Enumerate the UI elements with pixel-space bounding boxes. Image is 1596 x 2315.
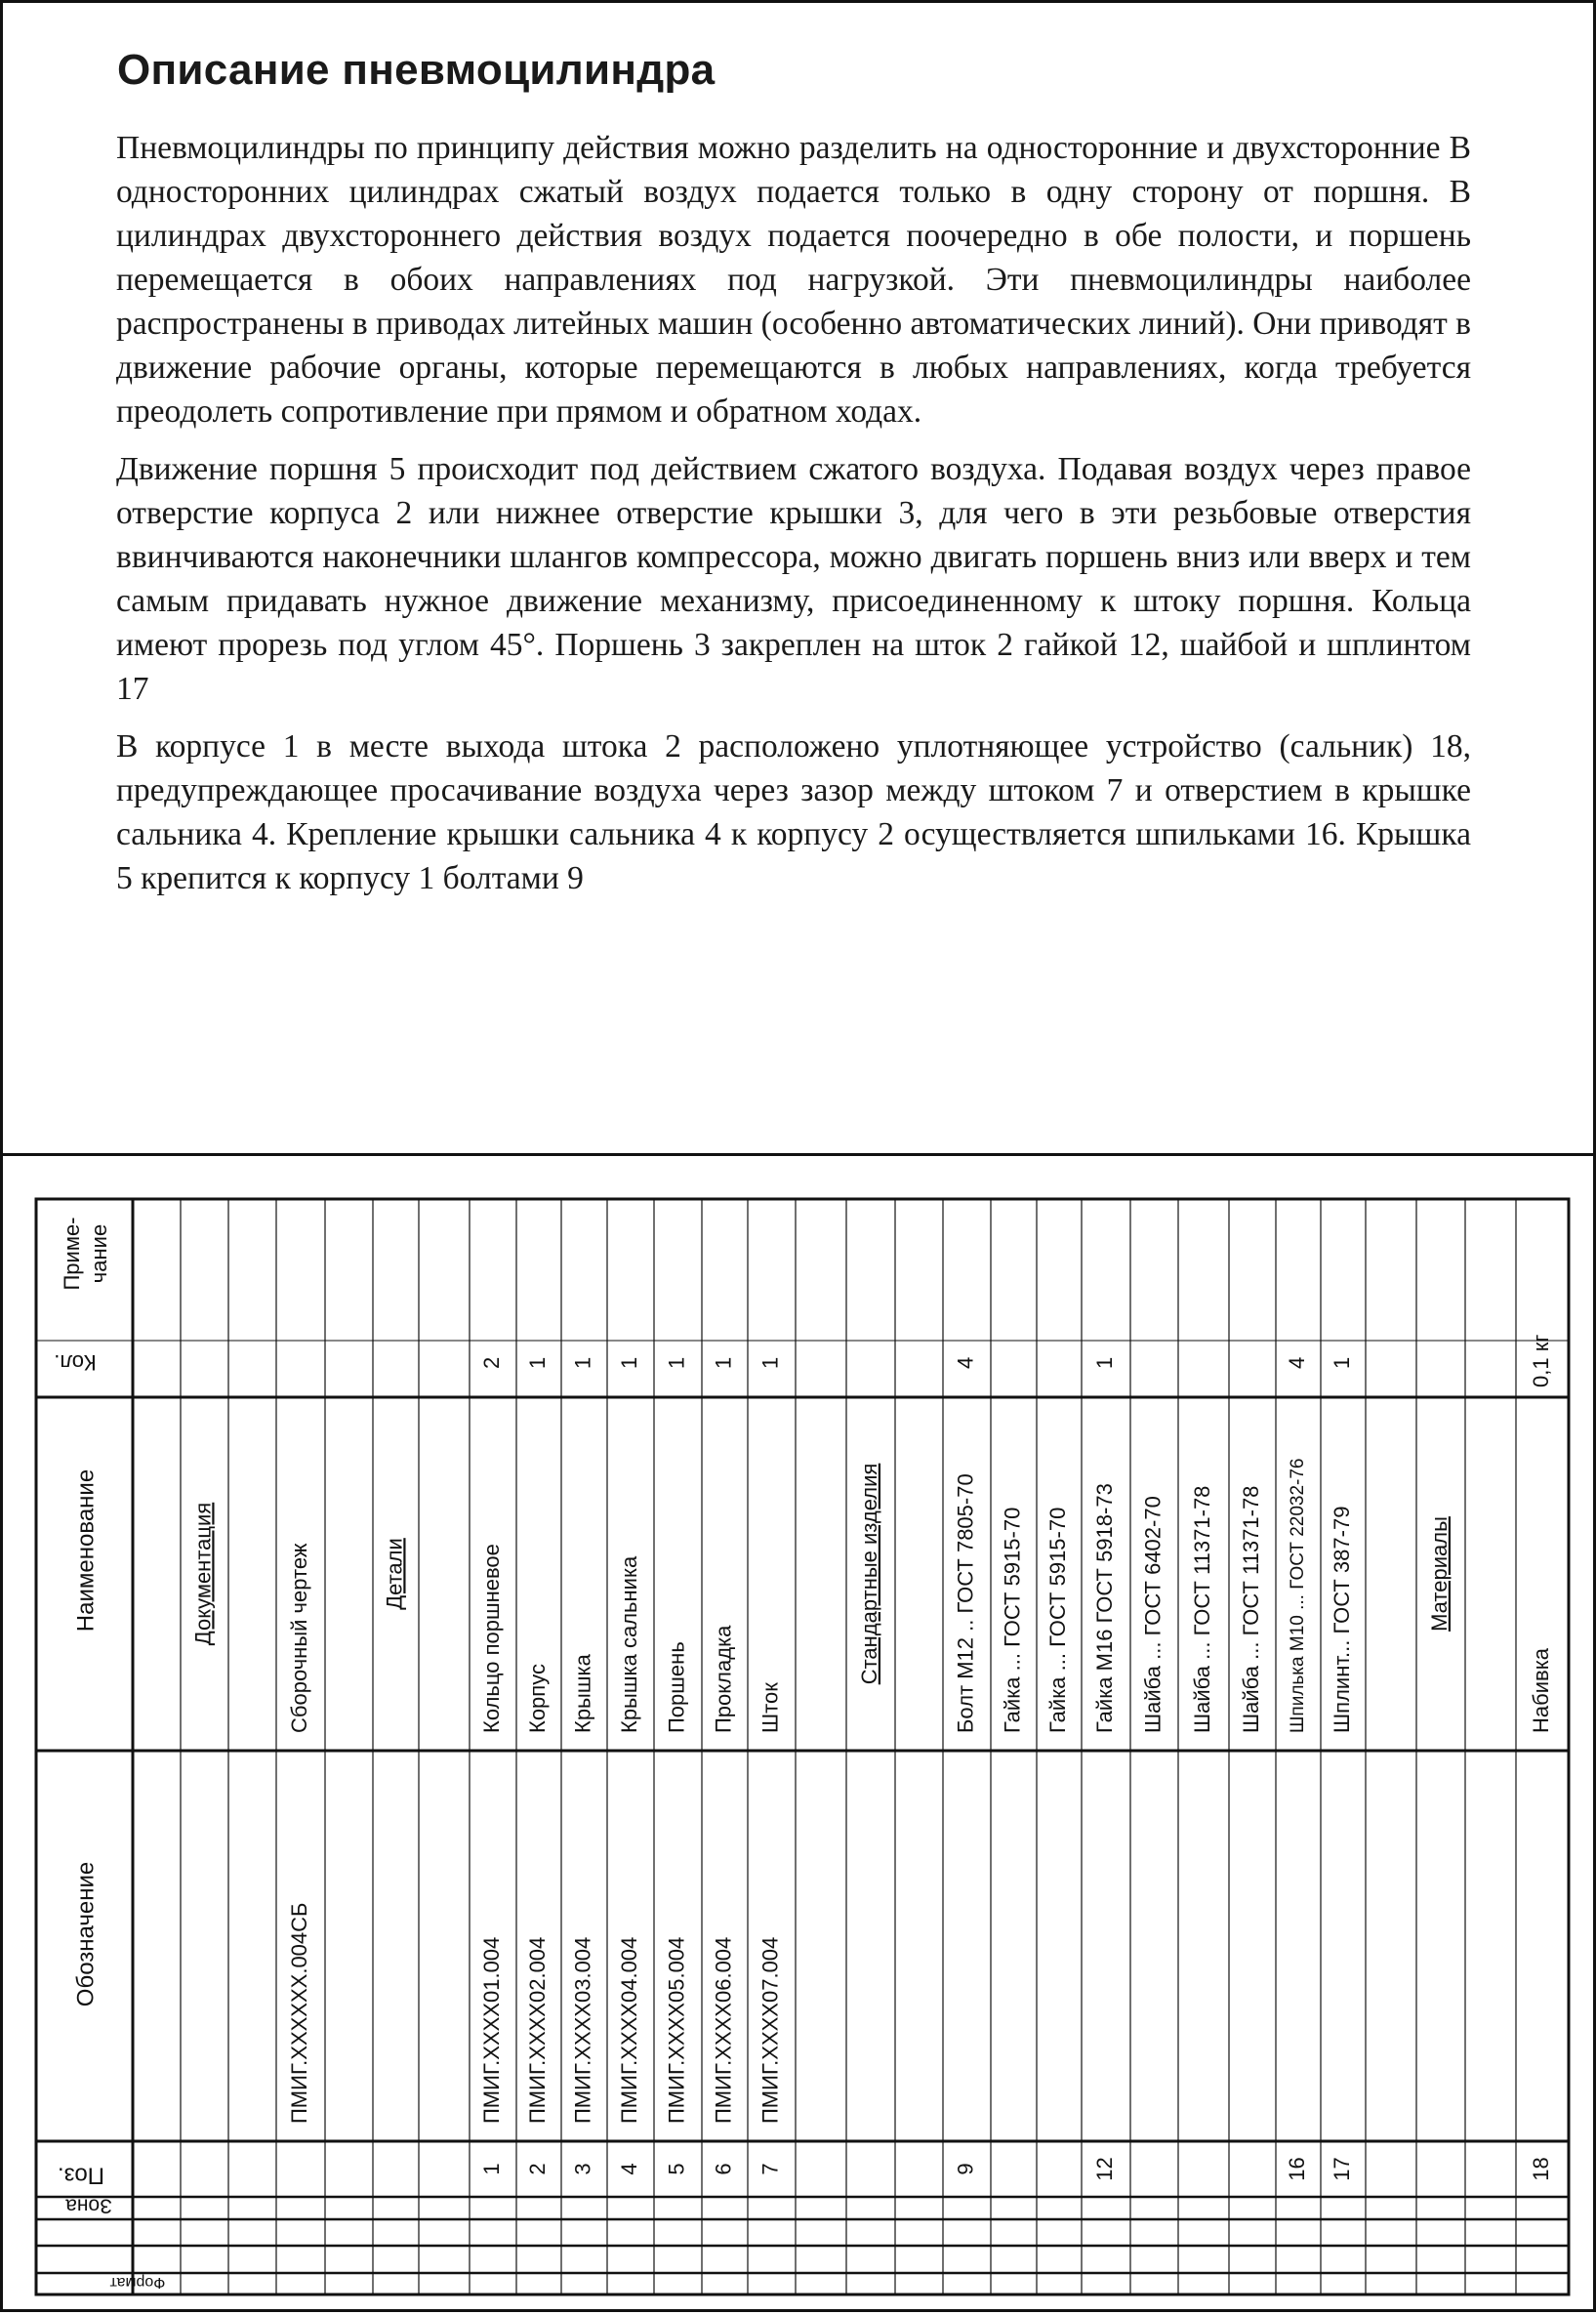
cell-name: Шпилька М10 ... ГОСТ 22032-76: [1288, 1458, 1309, 1733]
cell-pos: 2: [524, 2163, 550, 2175]
cell-name: Крышка: [570, 1654, 595, 1733]
cell-name: Корпус: [524, 1664, 550, 1733]
table-row: [1427, 1516, 1452, 1632]
cell-name: Сборочный чертеж: [286, 1543, 311, 1733]
cell-name: Шплинт... ГОСТ 387-79: [1329, 1506, 1354, 1733]
cell-designation: ПМИГ.ХХХХ01.004: [478, 1936, 504, 2124]
table-row: [479, 1357, 504, 2175]
cell-name: Поршень: [664, 1641, 689, 1733]
cell-name: Шайба ... ГОСТ 11371-78: [1238, 1485, 1263, 1733]
cell-name: Крышка сальника: [616, 1555, 641, 1733]
section-heading: Материалы: [1426, 1516, 1452, 1632]
cell-designation: ПМИГ.ХХХХХХ.004СБ: [286, 1902, 311, 2124]
table-row: [1045, 1508, 1070, 1733]
cell-qty: 0,1 кг: [1528, 1334, 1553, 1387]
spec-headers: [54, 1217, 165, 2290]
cell-qty: 2: [478, 1356, 504, 1369]
section-heading: Стандартные изделия: [856, 1463, 881, 1685]
cell-qty: 1: [1329, 1356, 1354, 1369]
cell-qty: 1: [570, 1356, 595, 1369]
section-heading: Детали: [382, 1538, 407, 1610]
header-qty: Кол.: [54, 1350, 97, 1376]
cell-pos: 18: [1528, 2157, 1553, 2181]
table-row: [382, 1538, 406, 1610]
cell-pos: 17: [1329, 2157, 1354, 2181]
table-row: [757, 1357, 782, 2175]
header-note: чание: [86, 1223, 111, 1284]
table-row: [1285, 1357, 1309, 2181]
cell-name: Болт М12 .. ГОСТ 7805-70: [953, 1473, 978, 1733]
cell-pos: 5: [664, 2163, 689, 2175]
header-format: Формат: [109, 2273, 166, 2291]
cell-designation: ПМИГ.ХХХХ03.004: [570, 1936, 595, 2124]
table-row: [1000, 1508, 1024, 1733]
cell-designation: ПМИГ.ХХХХ04.004: [616, 1936, 641, 2124]
table-row: [664, 1357, 688, 2175]
cell-qty: 1: [664, 1356, 689, 1369]
cell-pos: 7: [757, 2163, 783, 2175]
cell-qty: 4: [1284, 1356, 1309, 1369]
cell-name: Гайка М16 ГОСТ 5918-73: [1091, 1483, 1117, 1733]
cell-designation: ПМИГ.ХХХХ02.004: [524, 1936, 550, 2124]
cell-qty: 1: [1091, 1356, 1117, 1369]
table-row: [857, 1464, 881, 1685]
table-row: [1092, 1357, 1117, 2181]
cell-designation: ПМИГ.ХХХХ07.004: [757, 1936, 783, 2124]
cell-name: Гайка ... ГОСТ 5915-70: [1044, 1507, 1070, 1733]
cell-pos: 12: [1091, 2157, 1117, 2181]
cell-name: Гайка ... ГОСТ 5915-70: [1000, 1507, 1025, 1733]
specification-table: [3, 3, 1596, 2315]
table-row: [525, 1357, 550, 2175]
cell-pos: 6: [711, 2163, 736, 2175]
cell-qty: 4: [953, 1356, 978, 1369]
paragraph: Движение поршня 5 происходит под действием сжатого воздуха. Подавая воздух через правое отверстие корпуса 2 или нижнее отверстие крышки 3, для чего в эти резьбовые отверстия ввинчиваются наконечники шлангов компрессора, можно двигать поршень вниз или вверх и тем самым придавать нужное движение механизму, присоединенному к штоку поршня. Кольца имеют прорезь под углом 45°. Поршень 3 закреплен на шток 2 гайкой 12, шайбой и шплинтом 17: [116, 451, 1471, 707]
cell-qty: 1: [757, 1356, 783, 1369]
cell-name: Кольцо поршневое: [478, 1544, 504, 1733]
cell-pos: 16: [1284, 2157, 1309, 2181]
cell-qty: 1: [524, 1356, 550, 1369]
page-title: Описание пневмоцилиндра: [117, 46, 716, 94]
table-row: [711, 1357, 735, 2175]
table-row: [953, 1357, 977, 2175]
table-row: [1529, 1335, 1553, 2181]
cell-pos: 9: [953, 2163, 978, 2175]
table-row: [617, 1357, 641, 2175]
header-pos: Поз.: [58, 2162, 104, 2189]
cell-name: Шайба ... ГОСТ 11371-78: [1189, 1485, 1214, 1733]
cell-qty: 1: [616, 1356, 641, 1369]
header-designation: Обозначение: [72, 1861, 100, 2007]
table-row: [1239, 1486, 1263, 1733]
cell-designation: ПМИГ.ХХХХ06.004: [711, 1936, 736, 2124]
header-note: Приме-: [59, 1217, 84, 1291]
table-row: [1190, 1486, 1214, 1733]
table-row: [1140, 1496, 1165, 1733]
paragraph: В корпусе 1 в месте выхода штока 2 расположено уплотняющее устройство (сальник) 18, предупреждающее просачивание воздуха через зазор между штоком 7 и отверстием в крышке сальника 4. Крепление крышки сальника 4 к корпусу 2 осуществляется шпильками 16. Крышка 5 крепится к корпусу 1 болтами 9: [116, 728, 1471, 896]
cell-name: Прокладка: [711, 1625, 736, 1733]
header-zone: Зона: [65, 2194, 112, 2217]
cell-name: Шайба ... ГОСТ 6402-70: [1140, 1496, 1166, 1733]
cell-name: Набивка: [1528, 1647, 1553, 1733]
cell-pos: 4: [616, 2163, 641, 2175]
table-row: [287, 1543, 311, 2124]
cell-qty: 1: [711, 1356, 736, 1369]
paragraph: Пневмоцилиндры по принципу действия можно разделить на односторонние и двухсторонние В односторонних цилиндрах сжатый воздух подается только в одну сторону от поршня. В цилиндрах двухстороннего действия воздух подается поочередно в обе полости, и поршень перемещается в обоих направлениях под нагрузкой. Эти пневмоцилиндры наиболее распространены в приводах литейных машин (особенно автоматических линий). Они приводят в движение рабочие органы, которые перемещаются в любых направлениях, когда требуется преодолеть сопротивление при прямом и обратном ходах.: [116, 130, 1471, 430]
cell-pos: 1: [478, 2163, 504, 2175]
table-row: [190, 1503, 215, 1645]
table-row: [570, 1357, 594, 2175]
table-row: [1330, 1357, 1354, 2181]
cell-name: Шток: [757, 1682, 783, 1733]
section-heading: Документация: [190, 1502, 216, 1646]
header-name: Наименование: [72, 1468, 100, 1633]
cell-pos: 3: [570, 2163, 595, 2175]
cell-designation: ПМИГ.ХХХХ05.004: [664, 1936, 689, 2124]
spec-rows: [190, 1335, 1553, 2181]
